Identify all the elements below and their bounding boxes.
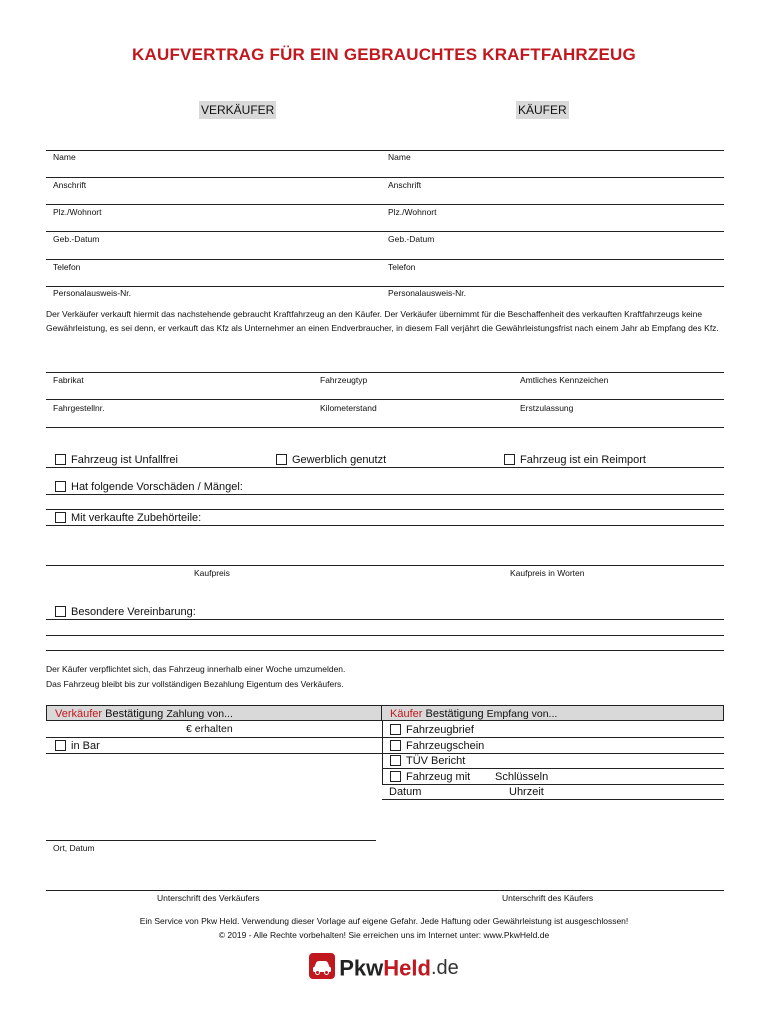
commercial-use-option[interactable]	[276, 453, 386, 467]
vehicle-cert-option[interactable]	[390, 739, 484, 753]
zip-field-line[interactable]	[46, 231, 724, 232]
price-words-label: Kaufpreis in Worten	[510, 568, 585, 578]
price-line[interactable]	[46, 565, 724, 566]
buyer-item-line-4[interactable]	[382, 784, 724, 785]
buyer-item-line-3	[382, 768, 724, 769]
seller-confirm-role: Verkäufer	[55, 708, 103, 720]
registration-doc-checkbox[interactable]	[390, 724, 401, 735]
amount-line[interactable]	[46, 737, 383, 738]
vehicle-cert-checkbox[interactable]	[390, 740, 401, 751]
accident-free-checkbox[interactable]	[55, 454, 66, 465]
cash-line	[46, 753, 383, 754]
price-label: Kaufpreis	[194, 568, 230, 578]
special-agreement-label: Besondere Vereinbarung:	[71, 606, 196, 618]
party-top-line	[46, 150, 724, 151]
document-title: KAUFVERTRAG FÜR EIN GEBRAUCHTES KRAFTFAHRZEUG	[132, 45, 636, 64]
place-date-line[interactable]	[46, 840, 376, 841]
commercial-use-checkbox[interactable]	[276, 454, 287, 465]
tuv-report-option[interactable]	[390, 754, 465, 768]
accessories-line[interactable]	[46, 525, 724, 526]
reimport-checkbox[interactable]	[504, 454, 515, 465]
warranty-disclaimer: Der Verkäufer verkauft hiermit das nachstehende gebraucht Kraftfahrzeug an den Käufer. Der Verkäufer übernimmt für die Beschaffenheit des verkauften Kraftfahrzeugs keine Gewährleistung, es sei denn, er verkauft das Kfz als Unternehmer an einen Endverbraucher, in diesem Fall verjährt die Gewährleistungsfrist nach einem Jahr ab Empfang des Kfz.	[46, 309, 719, 333]
keys-option[interactable]	[390, 770, 470, 784]
cash-checkbox[interactable]	[55, 740, 66, 751]
vin-label: Fahrgestellnr.	[53, 403, 105, 413]
special-agreement-checkbox[interactable]	[55, 606, 66, 617]
tuv-report-checkbox[interactable]	[390, 755, 401, 766]
time-label: Uhrzeit	[509, 786, 544, 798]
buyer-birthdate-label: Geb.-Datum	[388, 234, 435, 244]
keys-count-label: Schlüsseln	[495, 771, 549, 783]
buyer-phone-label: Telefon	[388, 262, 416, 272]
mileage-label: Kilometerstand	[320, 403, 377, 413]
buyer-zip-label: Plz./Wohnort	[388, 207, 437, 217]
birthdate-field-line[interactable]	[46, 259, 724, 260]
seller-name-label: Name	[53, 152, 76, 162]
car-icon	[309, 953, 335, 984]
seller-id-label: Personalausweis-Nr.	[53, 288, 131, 298]
keys-checkbox[interactable]	[390, 771, 401, 782]
place-date-label: Ort, Datum	[53, 843, 95, 853]
buyer-item-line-1	[382, 737, 724, 738]
damages-option[interactable]	[55, 480, 243, 494]
model-label: Fahrzeugtyp	[320, 375, 368, 385]
logo-pkw: Pkw	[339, 955, 384, 981]
accessories-option[interactable]	[55, 511, 201, 525]
seller-confirm-word: Bestätigung	[105, 708, 164, 720]
seller-zip-label: Plz./Wohnort	[53, 207, 102, 217]
registration-note: Der Käufer verpflichtet sich, das Fahrzeug innerhalb einer Woche umzumelden.	[46, 664, 346, 674]
logo-held: Held	[383, 955, 431, 981]
keys-label: Fahrzeug mit	[406, 771, 471, 783]
commercial-use-label: Gewerblich genutzt	[292, 454, 387, 466]
vehicle-top-line	[46, 372, 724, 373]
accessories-top-line	[46, 509, 724, 510]
accident-free-label: Fahrzeug ist Unfallfrei	[71, 454, 178, 466]
phone-field-line[interactable]	[46, 286, 724, 287]
signature-line[interactable]	[46, 890, 724, 891]
buyer-heading: KÄUFER	[518, 103, 567, 117]
tuv-report-label: TÜV Bericht	[406, 755, 466, 767]
buyer-address-label: Anschrift	[388, 180, 422, 190]
buyer-name-label: Name	[388, 152, 411, 162]
damages-checkbox[interactable]	[55, 481, 66, 492]
registration-doc-label: Fahrzeugbrief	[406, 724, 474, 736]
reimport-label: Fahrzeug ist ein Reimport	[520, 454, 646, 466]
seller-address-label: Anschrift	[53, 180, 87, 190]
footer-disclaimer: Ein Service von Pkw Held. Verwendung dieser Vorlage auf eigene Gefahr. Jede Haftung oder Gewährleistung ist ausgeschlossen!	[139, 916, 629, 926]
special-line-2[interactable]	[46, 635, 724, 636]
damages-label: Hat folgende Vorschäden / Mängel:	[71, 481, 243, 493]
damages-line[interactable]	[46, 494, 724, 495]
vehicle-row2-line[interactable]	[46, 427, 724, 428]
seller-heading: VERKÄUFER	[201, 103, 275, 117]
first-registration-label: Erstzulassung	[520, 403, 574, 413]
seller-signature-label: Unterschrift des Verkäufers	[157, 893, 260, 903]
buyer-id-label: Personalausweis-Nr.	[388, 288, 466, 298]
special-line-1[interactable]	[46, 619, 724, 620]
accessories-label: Mit verkaufte Zubehörteile:	[71, 512, 202, 524]
footer-copyright: © 2019 - Alle Rechte vorbehalten! Sie erreichen uns im Internet unter: www.PkwHeld.de	[218, 930, 550, 940]
logo-domain: .de	[430, 957, 459, 979]
seller-confirmation-header	[46, 705, 383, 721]
accessories-checkbox[interactable]	[55, 512, 66, 523]
name-field-line[interactable]	[46, 177, 724, 178]
checkbox-row-line	[46, 467, 724, 468]
buyer-confirm-role: Käufer	[390, 708, 423, 720]
ownership-note: Das Fahrzeug bleibt bis zur vollständigen Bezahlung Eigentum des Verkäufers.	[46, 679, 344, 689]
date-label: Datum	[389, 786, 422, 798]
cash-label: in Bar	[71, 740, 100, 752]
plate-label: Amtliches Kennzeichen	[520, 375, 609, 385]
buyer-confirmation-header	[381, 705, 724, 721]
special-line-3[interactable]	[46, 650, 724, 651]
special-agreement-option[interactable]	[55, 605, 196, 619]
buyer-signature-label: Unterschrift des Käufers	[502, 893, 594, 903]
seller-birthdate-label: Geb.-Datum	[53, 234, 100, 244]
seller-confirm-suffix: Zahlung von...	[166, 708, 233, 720]
accident-free-option[interactable]	[55, 453, 178, 467]
cash-option[interactable]	[55, 739, 100, 753]
buyer-confirm-suffix: Empfang von...	[486, 708, 558, 720]
euro-received-label: € erhalten	[186, 723, 233, 735]
buyer-confirm-word: Bestätigung	[425, 708, 484, 720]
registration-doc-option[interactable]	[390, 723, 474, 737]
address-field-line[interactable]	[46, 204, 724, 205]
seller-phone-label: Telefon	[53, 262, 81, 272]
reimport-option[interactable]	[504, 453, 646, 467]
date-time-line[interactable]	[382, 799, 724, 800]
vehicle-row1-line[interactable]	[46, 399, 724, 400]
make-label: Fabrikat	[53, 375, 84, 385]
pkwheld-logo	[0, 953, 768, 984]
vehicle-cert-label: Fahrzeugschein	[406, 740, 485, 752]
